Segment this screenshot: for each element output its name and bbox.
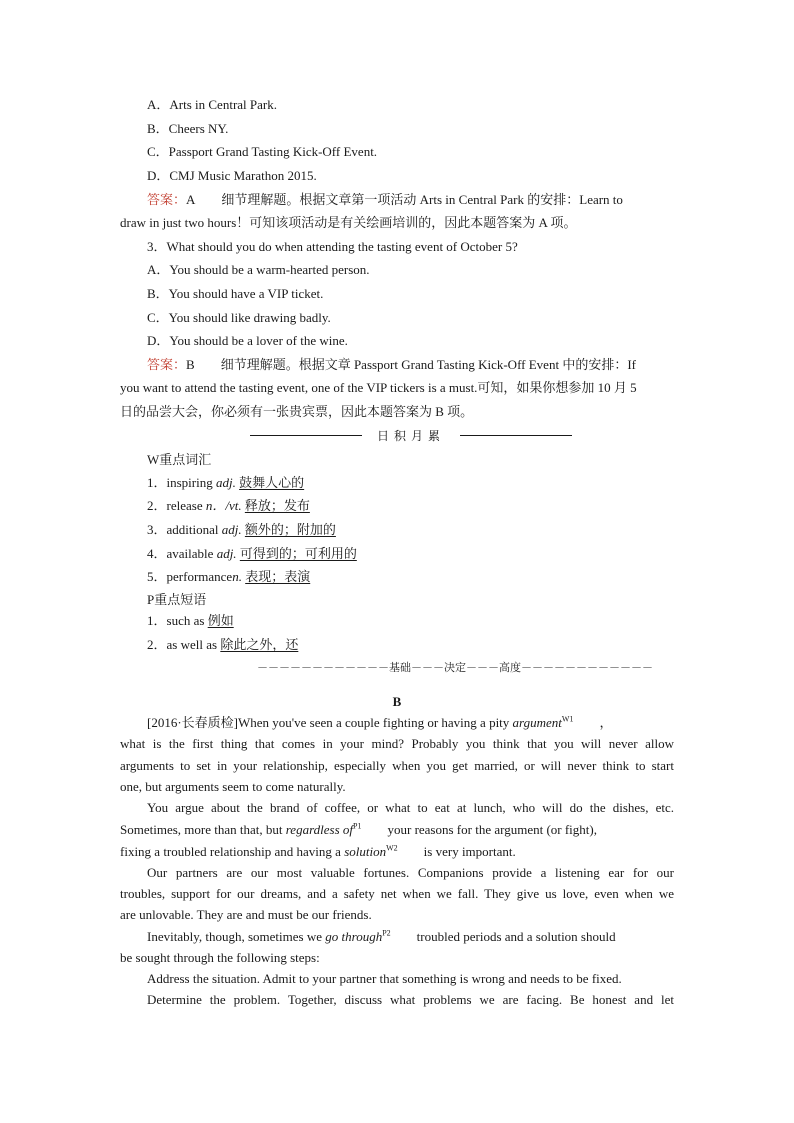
vocab-item: 3．additional adj. 额外的；附加的 [147, 522, 336, 537]
passage-p1-line2: what is the first thing that comes in your mind? Probably you think that you will never allow [120, 736, 674, 751]
q3-option-c: C．You should like drawing badly. [147, 310, 331, 325]
q2-explanation-cont: draw in just two hours！可知该项活动是有关绘画培训的，因此本题答案为 A 项。 [120, 215, 577, 230]
vocab-item: 5．performancen. 表现；表演 [147, 569, 311, 584]
phrases-heading: P重点短语 [147, 592, 207, 607]
q3-option-a: A．You should be a warm-hearted person. [147, 262, 370, 277]
q2-answer [147, 191, 701, 209]
passage-p3-line1: Our partners are our most valuable fortunes. Companions provide a listening ear for our [147, 865, 674, 880]
passage-p1-line4: one, but arguments seem to come naturally. [120, 779, 346, 794]
phrase-item: 1．such as 例如 [147, 613, 234, 628]
q3-option-d: D．You should be a lover of the wine. [147, 333, 348, 348]
vocab-item: 1．inspiring adj. 鼓舞人心的 [147, 475, 305, 490]
divider-rule-left [250, 435, 362, 436]
dash-divider: －－－－－－－－－－－－基础－－－决定－－－高度－－－－－－－－－－－－ [257, 662, 653, 674]
passage-p4-line2: be sought through the following steps: [120, 950, 320, 965]
passage-p1-line1: [2016·长春质检]When you've seen a couple fighting or having a pity argument$^{W1}$ ， [147, 714, 613, 730]
vocab-heading: W重点词汇 [147, 452, 212, 467]
passage-p5: Address the situation. Admit to your partner that something is wrong and needs to be fixed. [147, 971, 622, 986]
passage-source: [2016·长春质检] [147, 715, 238, 730]
q2-option-b: B．Cheers NY. [147, 121, 229, 136]
divider-label: 日积月累 [376, 429, 445, 443]
divider-rule-right [460, 435, 572, 436]
passage-p3-line3: are unlovable. They are and must be our friends. [120, 907, 372, 922]
q2-option-c: C．Passport Grand Tasting Kick-Off Event. [147, 144, 378, 159]
vocab-item: 2．release n．/vt. 释放；发布 [147, 498, 310, 513]
answer-letter: B [186, 357, 195, 372]
q2-option-d: D．CMJ Music Marathon 2015. [147, 168, 317, 183]
answer-explanation: 细节理解题。根据文章第一项活动 Arts in Central Park 的安排：Learn to [221, 192, 623, 207]
q2-option-a: A．Arts in Central Park. [147, 97, 277, 112]
answer-label: 答案： [147, 192, 187, 207]
answer-letter: A [186, 192, 196, 207]
passage-title: B [392, 694, 402, 709]
passage-p2-line2: Sometimes, more than that, but regardless $of^{P1}$ your reasons for the argument (or fight), [120, 821, 597, 837]
answer-label: 答案： [147, 357, 187, 372]
vocab-item: 4．available adj. 可得到的；可利用的 [147, 546, 357, 561]
passage-p2-line1: You argue about the brand of coffee, or what to eat at lunch, who will do the dishes, etc. [147, 800, 674, 815]
section-divider [250, 427, 572, 445]
passage-p2-line3: fixing a troubled relationship and having a solution$^{W2}$ is very important. [120, 843, 516, 859]
q3-explanation-end: 日的品尝大会，你必须有一张贵宾票，因此本题答案为 B 项。 [120, 404, 474, 419]
phrase-item: 2．as well as 除此之外，还 [147, 637, 299, 652]
q3-explanation-cont: you want to attend the tasting event, one of the VIP tickers is a must.可知，如果你想参加 10 月 5 [120, 380, 637, 395]
passage-p1-line3: arguments to set in your relationship, especially when you get married, or will never think to start [120, 758, 674, 773]
q3-answer [147, 356, 701, 374]
passage-p3-line2: troubles, support for our dreams, and a safety net when we fall. They give us love, even when we [120, 886, 674, 901]
answer-explanation: 细节理解题。根据文章 Passport Grand Tasting Kick-Off Event 中的安排：If [220, 357, 636, 372]
passage-p6: Determine the problem. Together, discuss what problems we are facing. Be honest and let [147, 992, 674, 1007]
q3-option-b: B．You should have a VIP ticket. [147, 286, 324, 301]
q3-question: 3．What should you do when attending the tasting event of October 5? [147, 239, 518, 254]
passage-p4-line1: Inevitably, though, sometimes we go through$^{P2}$ troubled periods and a solution should [147, 928, 616, 944]
